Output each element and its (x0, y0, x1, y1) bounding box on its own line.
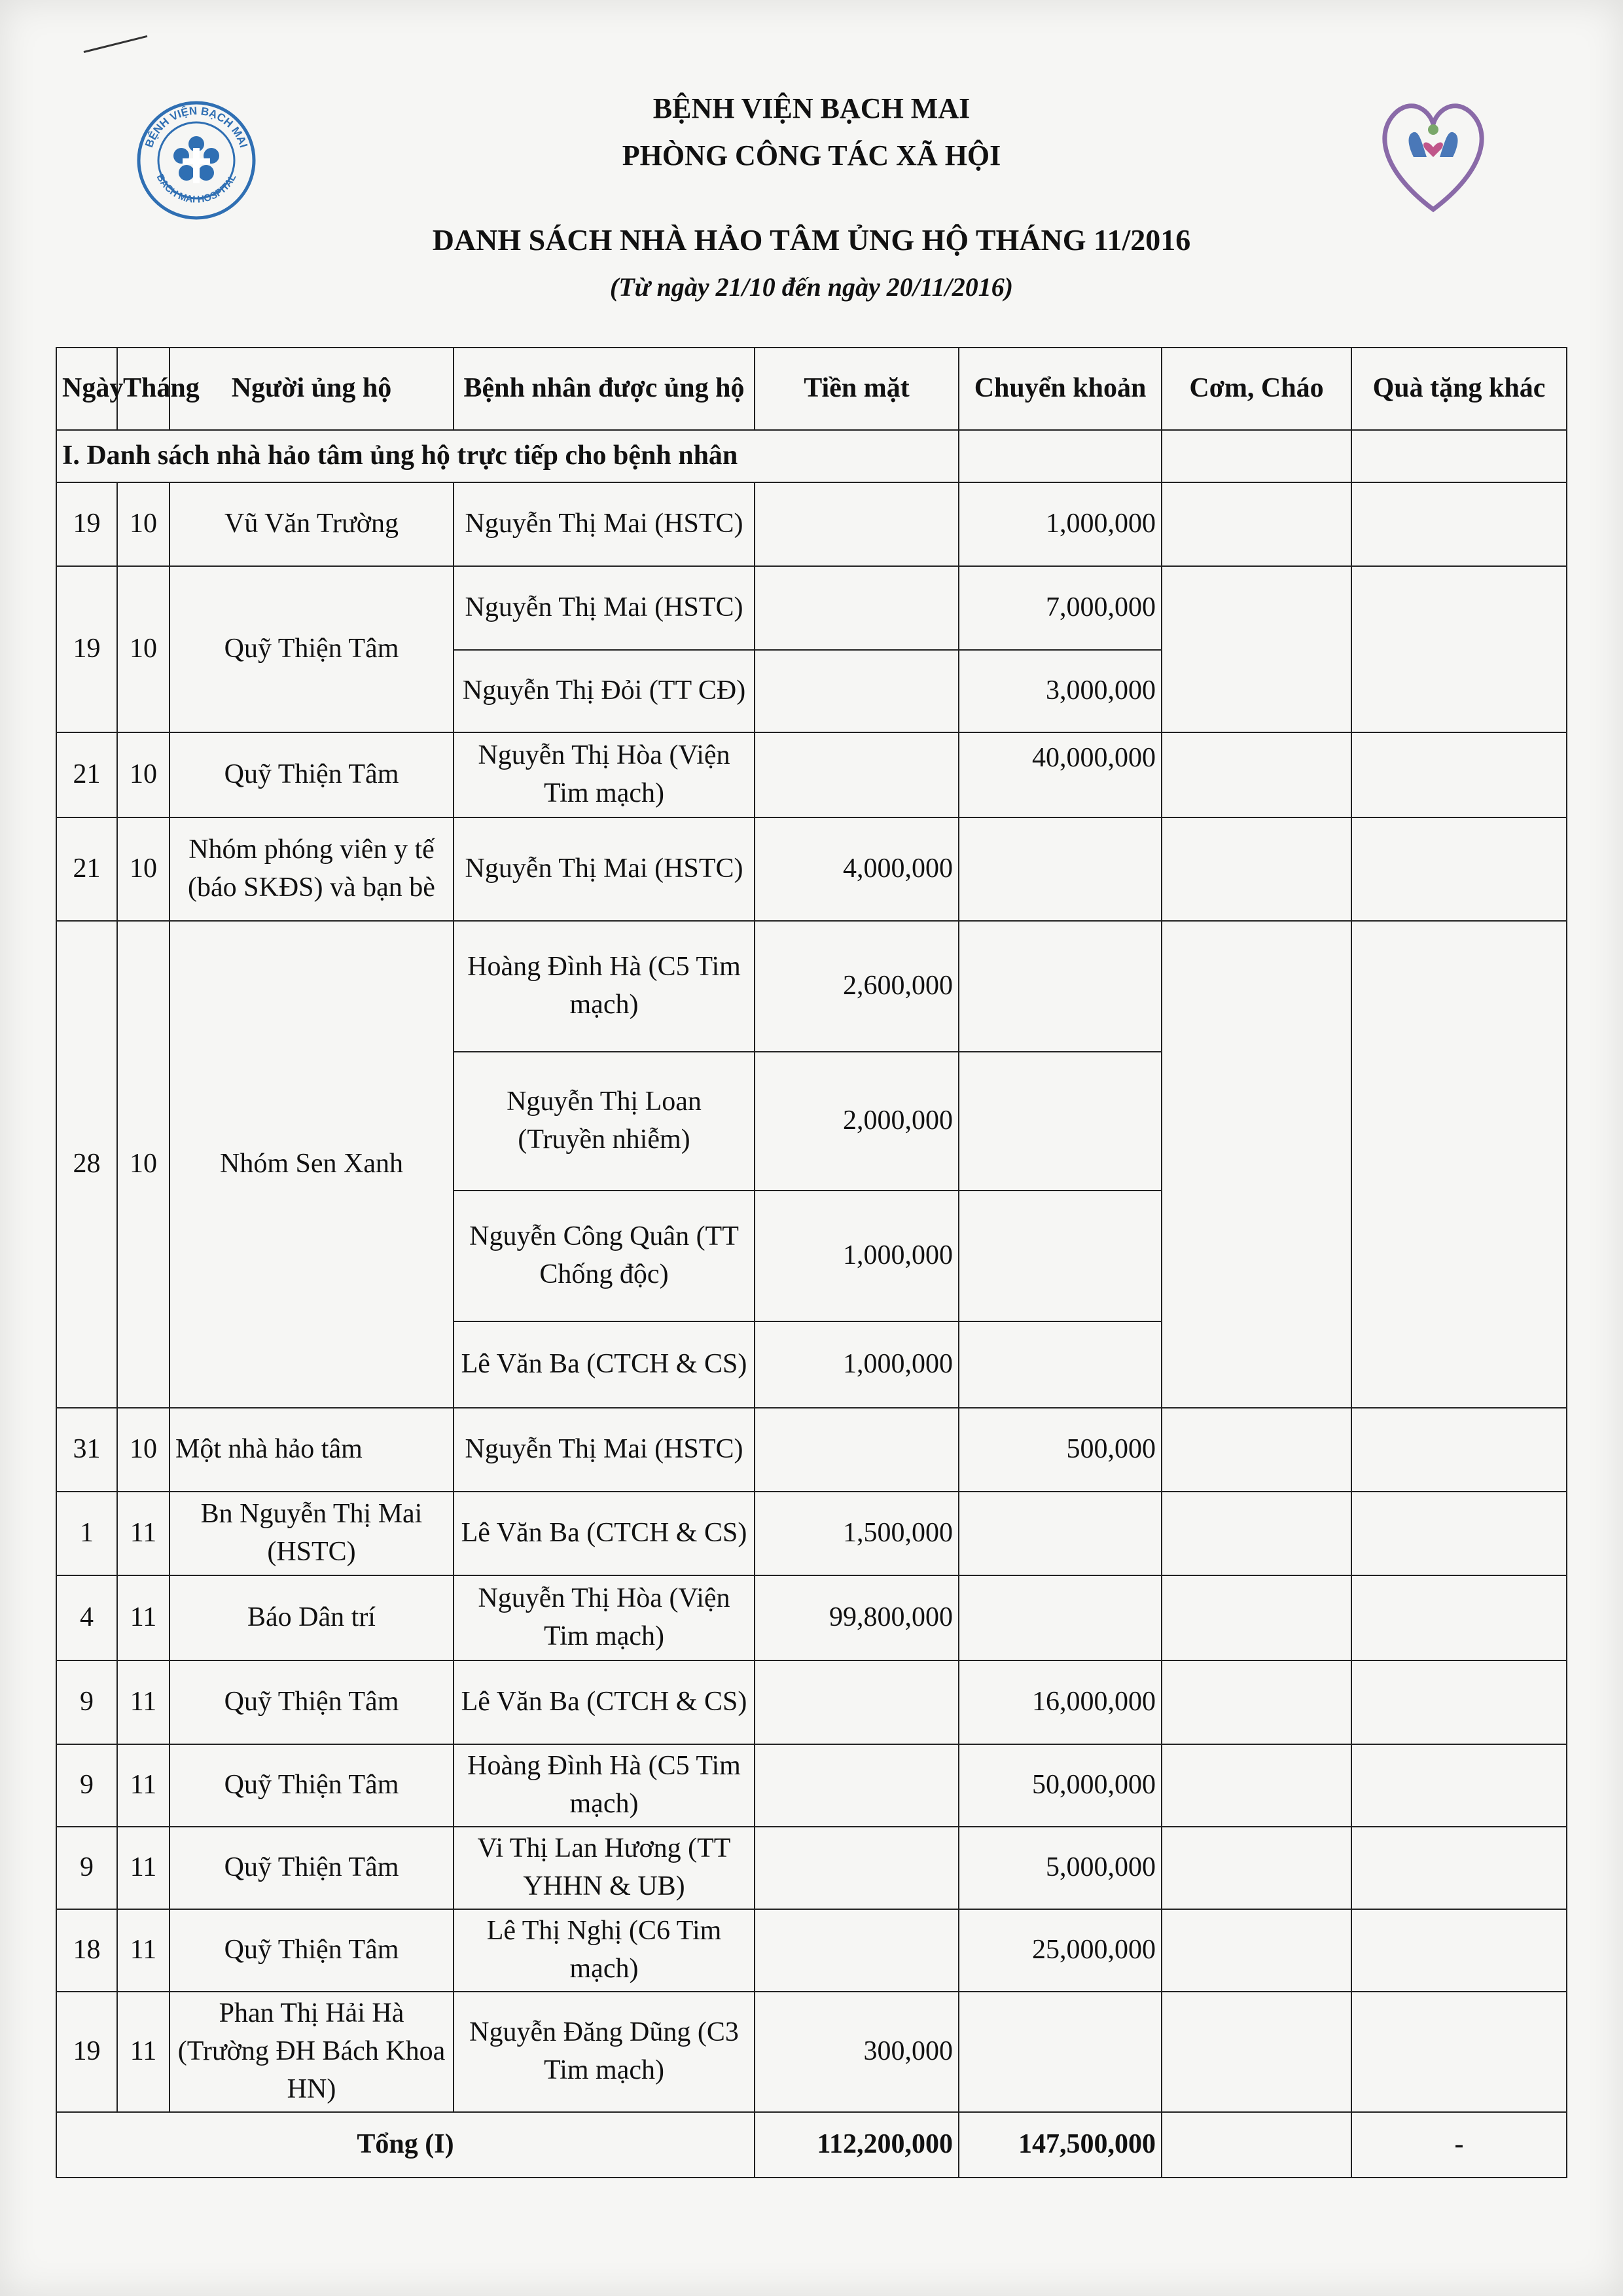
logo-text-bottom: BACH MAI HOSPITAL (154, 172, 239, 206)
cell-cash: 300,000 (755, 1992, 959, 2112)
cell-day: 19 (56, 1992, 117, 2112)
cell-patient: Nguyễn Công Quân (TT Chống độc) (454, 1191, 755, 1321)
cell-gift (1351, 732, 1567, 817)
cell-day: 31 (56, 1408, 117, 1492)
cell-transfer: 500,000 (959, 1408, 1162, 1492)
header-cash: Tiền mặt (755, 348, 959, 430)
cell-cash (755, 482, 959, 566)
cell-transfer: 40,000,000 (959, 732, 1162, 817)
cell-month: 10 (117, 1408, 169, 1492)
cell-transfer: 7,000,000 (959, 566, 1162, 650)
table-row (56, 1575, 1567, 1660)
cell-cash (755, 650, 959, 732)
total-row (56, 2112, 1567, 2178)
section-spacer (1351, 430, 1567, 482)
cell-day: 21 (56, 732, 117, 817)
table-row (56, 482, 1567, 566)
section-row (56, 430, 1567, 482)
table-row (56, 1827, 1567, 1909)
cell-gift (1351, 1492, 1567, 1575)
cell-month: 10 (117, 482, 169, 566)
cell-donor: Bn Nguyễn Thị Mai (HSTC) (169, 1492, 454, 1575)
header-month: Tháng (117, 348, 169, 430)
donor-table (56, 347, 1567, 2178)
cell-meal (1162, 732, 1351, 817)
cell-month: 11 (117, 1827, 169, 1909)
cell-patient: Nguyễn Thị Đỏi (TT CĐ) (454, 650, 755, 732)
cell-donor: Quỹ Thiện Tâm (169, 1909, 454, 1992)
cell-month: 10 (117, 566, 169, 732)
table-row (56, 817, 1567, 921)
cell-gift (1351, 1660, 1567, 1744)
header-meal: Cơm, Cháo (1162, 348, 1351, 430)
cell-cash: 2,600,000 (755, 921, 959, 1052)
cell-cash (755, 1827, 959, 1909)
cell-gift (1351, 566, 1567, 732)
section-spacer (959, 430, 1162, 482)
cell-transfer: 16,000,000 (959, 1660, 1162, 1744)
table-row (56, 921, 1567, 1052)
cell-gift (1351, 1575, 1567, 1660)
cell-donor: Quỹ Thiện Tâm (169, 1744, 454, 1827)
cell-month: 11 (117, 1492, 169, 1575)
cell-cash (755, 1408, 959, 1492)
cell-donor: Báo Dân trí (169, 1575, 454, 1660)
cell-donor: Quỹ Thiện Tâm (169, 732, 454, 817)
cell-patient: Nguyễn Thị Mai (HSTC) (454, 482, 755, 566)
cell-gift (1351, 921, 1567, 1408)
cell-month: 11 (117, 1909, 169, 1992)
cell-patient: Lê Văn Ba (CTCH & CS) (454, 1492, 755, 1575)
cell-transfer: 50,000,000 (959, 1744, 1162, 1827)
cell-gift (1351, 1408, 1567, 1492)
cell-month: 11 (117, 1660, 169, 1744)
cell-patient: Lê Văn Ba (CTCH & CS) (454, 1660, 755, 1744)
cell-patient: Lê Văn Ba (CTCH & CS) (454, 1321, 755, 1408)
cell-patient: Lê Thị Nghị (C6 Tim mạch) (454, 1909, 755, 1992)
total-transfer: 147,500,000 (959, 2112, 1162, 2178)
header-transfer: Chuyển khoản (959, 348, 1162, 430)
table-header-row (56, 348, 1567, 430)
cell-meal (1162, 482, 1351, 566)
cell-cash: 99,800,000 (755, 1575, 959, 1660)
cell-cash (755, 1744, 959, 1827)
section-title: I. Danh sách nhà hảo tâm ủng hộ trực tiếp cho bệnh nhân (56, 430, 959, 482)
cell-cash: 4,000,000 (755, 817, 959, 921)
document-title: DANH SÁCH NHÀ HẢO TÂM ỦNG HỘ THÁNG 11/2016 (432, 223, 1191, 257)
cell-patient: Nguyễn Thị Mai (HSTC) (454, 817, 755, 921)
cell-cash (755, 1909, 959, 1992)
cell-day: 1 (56, 1492, 117, 1575)
cell-transfer: 5,000,000 (959, 1827, 1162, 1909)
table-row (56, 1492, 1567, 1575)
cell-cash (755, 1660, 959, 1744)
cell-day: 21 (56, 817, 117, 921)
cell-transfer (959, 1191, 1162, 1321)
cell-cash: 1,500,000 (755, 1492, 959, 1575)
header-day: Ngày (56, 348, 117, 430)
cell-transfer (959, 1992, 1162, 2112)
cell-month: 10 (117, 817, 169, 921)
cell-meal (1162, 817, 1351, 921)
logo-text-top: BỆNH VIỆN BẠCH MAI (143, 104, 250, 149)
table-row (56, 1909, 1567, 1992)
cell-transfer (959, 817, 1162, 921)
cell-meal (1162, 1992, 1351, 2112)
cell-donor: Vũ Văn Trường (169, 482, 454, 566)
cell-donor: Quỹ Thiện Tâm (169, 1660, 454, 1744)
document-subtitle: (Từ ngày 21/10 đến ngày 20/11/2016) (609, 272, 1014, 302)
cell-patient: Hoàng Đình Hà (C5 Tim mạch) (454, 921, 755, 1052)
cell-cash: 1,000,000 (755, 1191, 959, 1321)
cell-transfer: 3,000,000 (959, 650, 1162, 732)
table-row (56, 1660, 1567, 1744)
cell-gift (1351, 1744, 1567, 1827)
cell-day: 19 (56, 482, 117, 566)
cell-day: 4 (56, 1575, 117, 1660)
header-patient: Bệnh nhân được ủng hộ (454, 348, 755, 430)
cell-transfer (959, 1052, 1162, 1191)
organization-name: BỆNH VIỆN BẠCH MAI (652, 92, 971, 124)
cell-donor: Nhóm phóng viên y tế (báo SKĐS) và bạn bè (169, 817, 454, 921)
cell-meal (1162, 1909, 1351, 1992)
cell-day: 18 (56, 1909, 117, 1992)
cell-gift (1351, 1992, 1567, 2112)
table-row (56, 566, 1567, 650)
cell-patient: Nguyễn Thị Hòa (Viện Tim mạch) (454, 1575, 755, 1660)
cell-transfer: 25,000,000 (959, 1909, 1162, 1992)
cell-donor: Nhóm Sen Xanh (169, 921, 454, 1408)
cell-cash: 2,000,000 (755, 1052, 959, 1191)
cell-meal (1162, 1744, 1351, 1827)
cell-donor: Một nhà hảo tâm (169, 1408, 454, 1492)
cell-cash (755, 566, 959, 650)
cell-day: 9 (56, 1827, 117, 1909)
cell-transfer (959, 1575, 1162, 1660)
cell-donor: Phan Thị Hải Hà (Trường ĐH Bách Khoa HN) (169, 1992, 454, 2112)
cell-meal (1162, 921, 1351, 1408)
cell-day: 28 (56, 921, 117, 1408)
cell-meal (1162, 1492, 1351, 1575)
cell-month: 11 (117, 1992, 169, 2112)
cell-meal (1162, 1408, 1351, 1492)
table-row (56, 1992, 1567, 2112)
cell-day: 9 (56, 1660, 117, 1744)
cell-meal (1162, 1660, 1351, 1744)
cell-month: 11 (117, 1575, 169, 1660)
cell-patient: Nguyễn Thị Mai (HSTC) (454, 1408, 755, 1492)
cell-gift (1351, 1909, 1567, 1992)
cell-day: 19 (56, 566, 117, 732)
table-row (56, 1744, 1567, 1827)
pen-mark (84, 35, 148, 53)
total-gift: - (1351, 2112, 1567, 2178)
cell-patient: Nguyễn Thị Hòa (Viện Tim mạch) (454, 732, 755, 817)
cell-patient: Nguyễn Đăng Dũng (C3 Tim mạch) (454, 1992, 755, 2112)
cell-transfer (959, 1321, 1162, 1408)
cell-donor: Quỹ Thiện Tâm (169, 1827, 454, 1909)
cell-patient: Nguyễn Thị Mai (HSTC) (454, 566, 755, 650)
cell-meal (1162, 1827, 1351, 1909)
cell-gift (1351, 817, 1567, 921)
header-donor: Người ủng hộ (169, 348, 454, 430)
cell-cash: 1,000,000 (755, 1321, 959, 1408)
header-gift: Quà tặng khác (1351, 348, 1567, 430)
total-label: Tổng (I) (56, 2112, 755, 2178)
cell-patient: Vi Thị Lan Hương (TT YHHN & UB) (454, 1827, 755, 1909)
cell-transfer (959, 921, 1162, 1052)
cell-month: 10 (117, 732, 169, 817)
total-cash: 112,200,000 (755, 2112, 959, 2178)
cell-month: 10 (117, 921, 169, 1408)
cell-meal (1162, 566, 1351, 732)
department-name: PHÒNG CÔNG TÁC XÃ HỘI (622, 139, 1001, 171)
cell-transfer (959, 1492, 1162, 1575)
cell-patient: Hoàng Đình Hà (C5 Tim mạch) (454, 1744, 755, 1827)
cell-donor: Quỹ Thiện Tâm (169, 566, 454, 732)
section-spacer (1162, 430, 1351, 482)
total-meal (1162, 2112, 1351, 2178)
cell-cash (755, 732, 959, 817)
table-row (56, 1408, 1567, 1492)
cell-month: 11 (117, 1744, 169, 1827)
cell-day: 9 (56, 1744, 117, 1827)
cell-gift (1351, 1827, 1567, 1909)
table-row (56, 732, 1567, 817)
cell-patient: Nguyễn Thị Loan (Truyền nhiễm) (454, 1052, 755, 1191)
cell-meal (1162, 1575, 1351, 1660)
cell-transfer: 1,000,000 (959, 482, 1162, 566)
cell-gift (1351, 482, 1567, 566)
